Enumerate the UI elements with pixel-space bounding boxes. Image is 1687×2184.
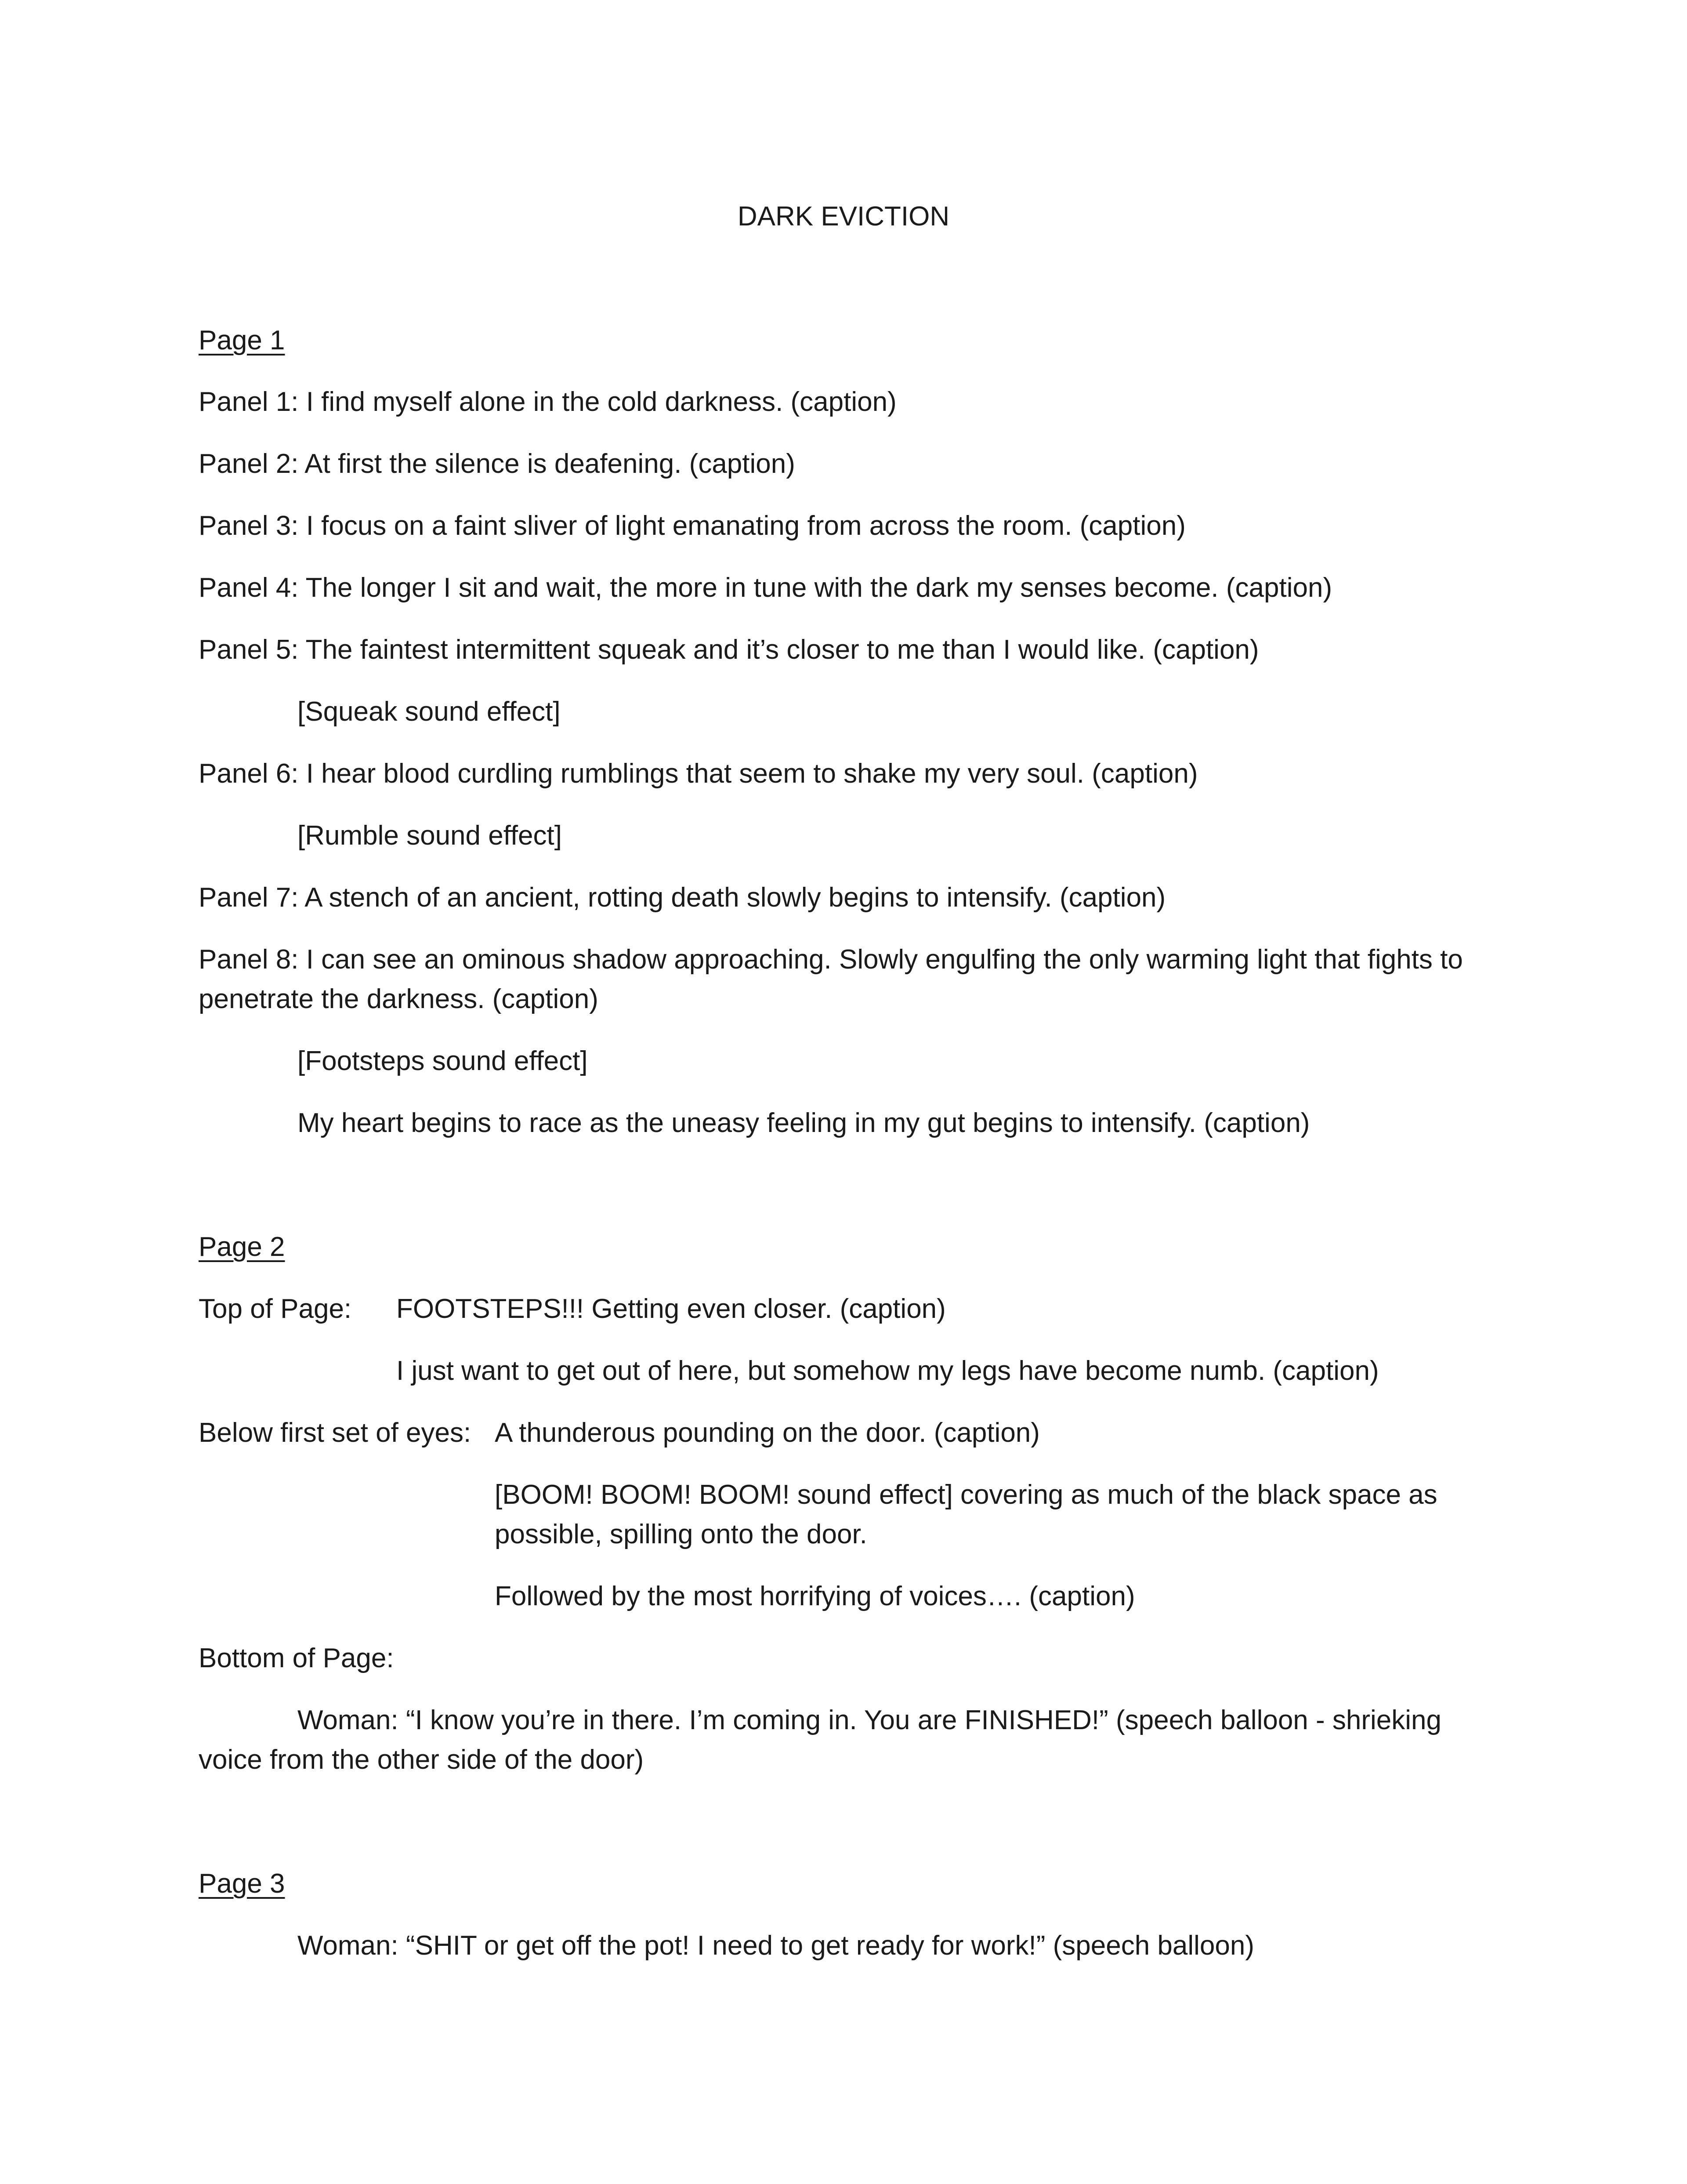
page-3-heading: Page 3 <box>199 1868 285 1899</box>
panel-3-text: Panel 3: I focus on a faint sliver of light emanating from across the room. (caption) <box>199 511 1186 541</box>
rumble-sound-effect: [Rumble sound effect] <box>297 820 562 851</box>
heart-race-caption: My heart begins to race as the uneasy feeling in my gut begins to intensify. (caption) <box>297 1108 1310 1138</box>
document-title: DARK EVICTION <box>737 201 950 232</box>
woman-speech-balloon-1: Woman: “I know you’re in there. I’m coming in. You are FINISHED!” (speech balloon - shrieking voice from the other side of the door) <box>199 1705 1441 1775</box>
panel-1-text: Panel 1: I find myself alone in the cold darkness. (caption) <box>199 387 897 417</box>
bottom-of-page-label: Bottom of Page: <box>199 1643 394 1673</box>
below-eyes-label: Below first set of eyes: <box>199 1418 471 1448</box>
panel-8-text: Panel 8: I can see an ominous shadow approaching. Slowly engulfing the only warming light that fights to penetrate the darkness. (caption) <box>199 944 1463 1014</box>
panel-7-text: Panel 7: A stench of an ancient, rotting death slowly begins to intensify. (caption) <box>199 882 1166 913</box>
panel-2-text: Panel 2: At first the silence is deafening. (caption) <box>199 449 795 479</box>
pounding-caption: A thunderous pounding on the door. (caption) <box>495 1418 1040 1448</box>
page-2-heading: Page 2 <box>199 1232 285 1262</box>
panel-4-text: Panel 4: The longer I sit and wait, the more in tune with the dark my senses become. (caption) <box>199 573 1332 603</box>
top-of-page-label: Top of Page: <box>199 1294 352 1324</box>
panel-6-text: Panel 6: I hear blood curdling rumblings that seem to shake my very soul. (caption) <box>199 758 1198 789</box>
horrifying-voices-caption: Followed by the most horrifying of voices…. (caption) <box>495 1581 1135 1611</box>
panel-5-text: Panel 5: The faintest intermittent squeak and it’s closer to me than I would like. (caption) <box>199 635 1259 665</box>
footsteps-sound-effect: [Footsteps sound effect] <box>297 1046 588 1076</box>
footsteps-caption: FOOTSTEPS!!! Getting even closer. (caption) <box>396 1294 946 1324</box>
boom-sound-effect: [BOOM! BOOM! BOOM! sound effect] covering as much of the black space as possible, spilling onto the door. <box>495 1480 1437 1549</box>
squeak-sound-effect: [Squeak sound effect] <box>297 697 561 727</box>
page-1-heading: Page 1 <box>199 325 285 356</box>
legs-numb-caption: I just want to get out of here, but somehow my legs have become numb. (caption) <box>396 1356 1379 1386</box>
woman-speech-balloon-2: Woman: “SHIT or get off the pot! I need to get ready for work!” (speech balloon) <box>297 1930 1255 1961</box>
